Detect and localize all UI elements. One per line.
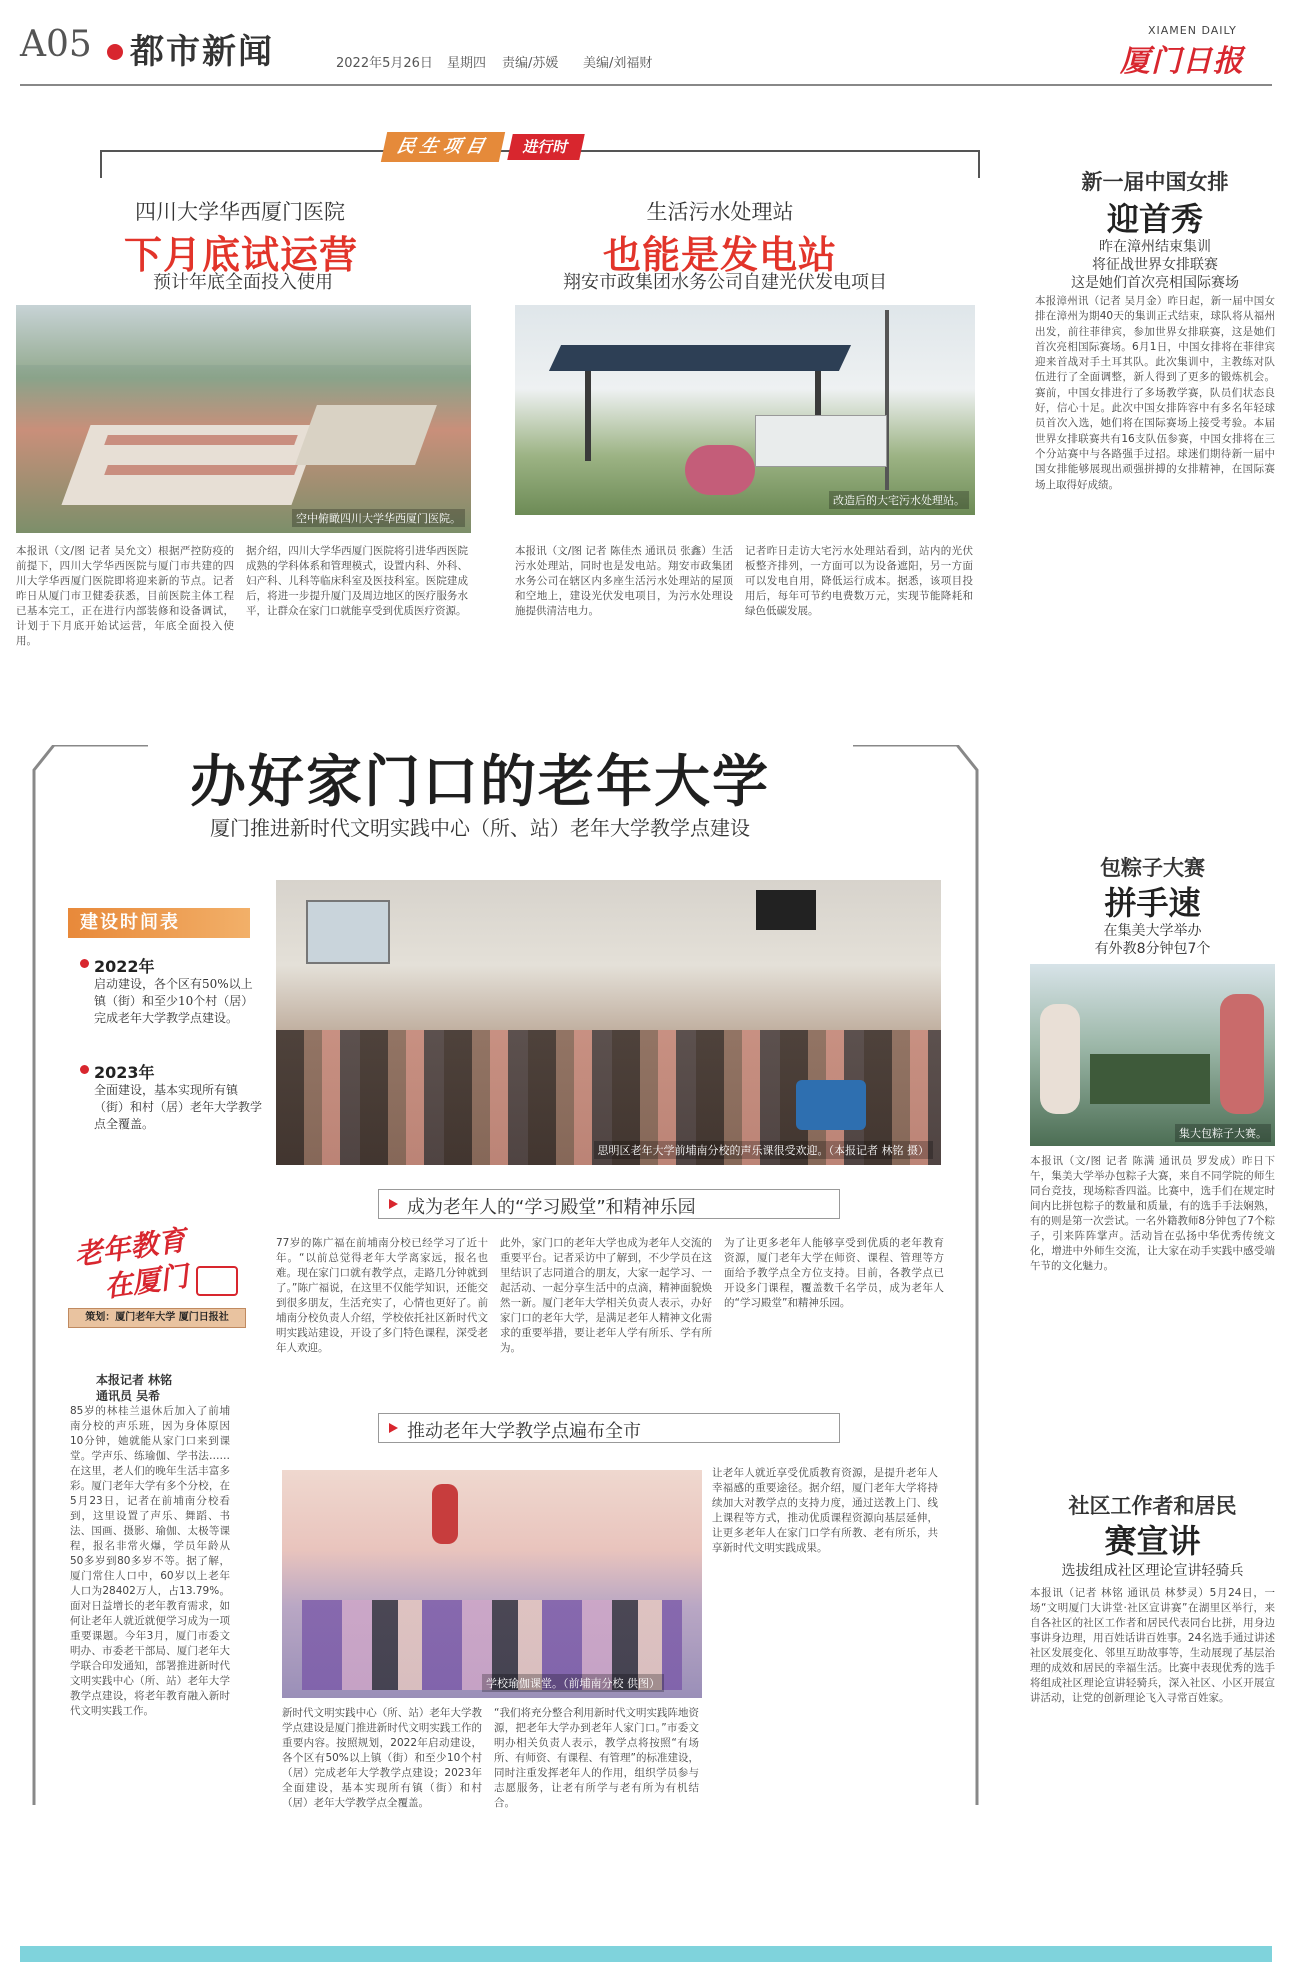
feature-a-column-2: 此外，家门口的老年大学也成为老年人交流的重要平台。记者采访中了解到，不少学员在这里结识了志同道合的朋友，大家一起学习、一起活动、一起分享生活中的点滴，精神面貌焕然一新。厦门老年大学相关负责人表示，办好家门口的老年大学，是满足老年人精神文化需求的重要举措，要让老年人学有所乐、学有所为。 [500,1237,712,1354]
story2-headline: 也能是发电站 [602,232,837,277]
side1-sub2: 将征战世界女排联赛 [1092,257,1218,273]
side2-kicker: 包粽子大赛 [1100,855,1205,880]
side1-headline: 迎首秀 [1106,200,1203,238]
page-number: A05 [20,24,92,65]
subsection-triangle-icon [389,1199,398,1209]
hospital-aerial-photo [16,305,471,533]
column-logo-line2: 在厦门 [102,1259,191,1304]
column-logo [68,1223,248,1346]
story1-column-2: 据介绍，四川大学华西厦门医院将引进华西医院成熟的学科体系和管理模式，设置内科、外科、妇产科、儿科等临床科室及医技科室。医院建成后，将进一步提升厦门及周边地区的医疗服务水平，让群众在家门口就能享受到优质医疗资源。 [246,545,468,617]
feature-b-column-2: “我们将充分整合利用新时代文明实践阵地资源，把老年大学办到老年人家门口。”市委文明办相关负责人表示，教学点将按照“有场所、有师资、有课程、有管理”的标准建设，同时注重发挥老年人的作用，组织学员参与志愿服务，让老有所学与老有所为有机结合。 [494,1707,699,1809]
feature-b-column-1: 新时代文明实践中心（所、站）老年大学教学点建设是厦门推进新时代文明实践工作的重要内容。按照规划，2022年启动建设，各个区有50%以上镇（街）和至少10个村（居）完成老年大学教学点建设；2023年全面建设，基本实现所有镇（街）和村（居）老年大学教学点全覆盖。 [282,1707,482,1809]
feature-a-column-3: 为了让更多老年人能够享受到优质的老年教育资源，厦门老年大学在师资、课程、管理等方面给予教学点全方位支持。目前，各教学点已开设多门课程，覆盖数千名学员，成为老年人的“学习殿堂”和精神乐园。 [724,1237,944,1309]
timeline-year: 2022年 [94,957,155,976]
side2-sub1: 在集美大学举办 [1103,923,1202,939]
subsection-a-title: 成为老年人的“学习殿堂”和精神乐园 [407,1197,696,1218]
subsection-a [378,1189,840,1219]
side1-body: 本报漳州讯（记者 吴月金）昨日起，新一届中国女排在漳州为期40天的集训正式结束，球队将从福州出发，前往菲律宾，参加世界女排联赛，这是她们首次亮相国际赛场。6月1日，中国女排将在菲律宾迎来首战对手土耳其队。此次集训中，主教练对队伍进行了全面调整，新人得到了更多的锻炼机会。赛前，中国女排进行了多场教学赛，队员们状态良好，信心十足。此次中国女排阵容中有多名年轻球员首次入选，她们将在国际赛场上接受考验。本届世界女排联赛共有16支队伍参赛，中国女排将在三个分站赛中与各路强手过招。球迷们期待新一届中国女排能够展现出顽强拼搏的女排精神，在国际赛场上取得好成绩。 [1035,295,1275,491]
story1-kicker: 四川大学华西厦门医院 [135,200,345,224]
story2-photo-caption: 改造后的大宅污水处理站。 [829,491,969,509]
page-header [0,0,1289,90]
subsection-b [378,1413,840,1443]
timeline-box [68,908,268,1148]
feature-byline: 本报记者 林铭 通讯员 吴希 [96,1373,173,1403]
side1-sub3: 这是她们首次亮相国际赛场 [1071,275,1239,291]
feature-a-column-1: 77岁的陈广福在前埔南分校已经学习了近十年。“以前总觉得老年大学离家远，报名也难。现在家门口就有教学点，走路几分钟就到了。”陈广福说，在这里不仅能学知识，还能交到很多朋友，生活充实了，心情也更好了。前埔南分校负责人介绍，学校依托社区新时代文明实践站建设，开设了多门特色课程，深受老年人欢迎。 [276,1237,488,1354]
feature-b-column-3: 让老年人就近享受优质教育资源，是提升老年人幸福感的重要途径。据介绍，厦门老年大学将持续加大对教学点的支持力度，通过送教上门、线上课程等方式，推动优质课程资源向基层延伸，让更多老年人在家门口学有所教、老有所乐，共享新时代文明实践成果。 [712,1467,938,1554]
designer-credit: 美编/刘福财 [583,56,653,71]
side3-body: 本报讯（记者 林铭 通讯员 林梦灵）5月24日，一场“文明厦门大讲堂·社区宣讲赛”在湖里区举行，来自各社区的社区工作者和居民代表同台比拼，用身边事讲身边理，用百姓话讲百姓事。24名选手通过讲述社区发展变化、邻里互助故事等，生动展现了基层治理的成效和居民的幸福生活。比赛中表现优秀的选手将组成社区理论宣讲轻骑兵，深入社区、小区开展宣讲活动，让党的创新理论飞入寻常百姓家。 [1030,1587,1275,1704]
book-icon [196,1266,238,1296]
story1-subhead: 预计年底全面投入使用 [153,272,333,293]
timeline-text: 全面建设，基本实现所有镇（街）和村（居）老年大学教学点全覆盖。 [94,1083,263,1131]
feature-subhead: 厦门推进新时代文明实践中心（所、站）老年大学教学点建设 [210,816,750,840]
story2-column-2: 记者昨日走访大宅污水处理站看到，站内的光伏板整齐排列，一方面可以为设备遮阳，另一方面可以发电自用，降低运行成本。据悉，该项目投用后，每年可节约电费数万元，实现节能降耗和绿色低碳发展。 [745,545,973,617]
banner-tag: 进行时 [507,134,585,160]
story1-headline: 下月底试运营 [123,232,358,277]
section-dot-icon [107,44,123,60]
feature-headline: 办好家门口的老年大学 [190,749,770,815]
subsection-triangle-icon [389,1423,398,1433]
side1-kicker: 新一届中国女排 [1081,169,1229,194]
timeline-bullet-icon [80,959,89,968]
paper-name-en: XIAMEN DAILY [1148,24,1237,37]
side2-headline: 拼手速 [1104,884,1201,922]
yoga-photo-caption: 学校瑜伽课堂。（前埔南分校 供图） [482,1674,664,1692]
column-logo-line1: 老年教育 [72,1223,188,1272]
zongzi-contest-photo [1030,964,1275,1146]
issue-weekday: 星期四 [447,56,487,71]
editor-credit: 责编/苏媛 [502,56,559,71]
side1-sub1: 昨在漳州结束集训 [1099,239,1211,255]
story2-subhead: 翔安市政集团水务公司自建光伏发电项目 [563,272,887,293]
timeline-bullet-icon [80,1065,89,1074]
top-frame-right [978,150,980,178]
timeline-text: 启动建设，各个区有50%以上镇（街）和至少10个村（居）完成老年大学教学点建设。 [94,977,254,1025]
sewage-station-photo [515,305,975,515]
header-rule [20,84,1272,86]
story1-column-1: 本报讯（文/图 记者 吴允文）根据严控防疫的前提下，四川大学华西医院与厦门市共建的四川大学华西厦门医院即将迎来新的节点。记者昨日从厦门市卫健委获悉，目前医院主体工程已基本完工，正在进行内部装修和设备调试，计划于下月底开始试运营，年底全面投入使用。 [16,545,234,647]
story1-photo-caption: 空中俯瞰四川大学华西厦门医院。 [292,509,465,527]
subsection-b-title: 推动老年大学教学点遍布全市 [407,1421,641,1442]
paper-logo: 厦门日报 [1120,44,1244,79]
feature-left-column: 85岁的林桂兰退休后加入了前埔南分校的声乐班，因为身体原因10分钟，她就能从家门口来到课堂。学声乐、练瑜伽、学书法……在这里，老人们的晚年生活丰富多彩。厦门老年大学有多个分校，在5月23日，记者在前埔南分校看到，这里设置了声乐、舞蹈、书法、国画、摄影、瑜伽、太极等课程，报名非常火爆，学员年龄从50多岁到80多岁不等。据了解，厦门常住人口中，60岁以上老年人口为28402万人，占13.79%。面对日益增长的老年教育需求，如何让老年人就近就便学习成为一项重要课题。今年3月，厦门市委文明办、市委老干部局、厦门老年大学联合印发通知，部署推进新时代文明实践中心（所、站）老年大学教学点建设，将老年教育融入新时代文明实践工作。 [70,1405,230,1717]
classroom-photo [276,880,941,1165]
zongzi-photo-caption: 集大包粽子大赛。 [1175,1124,1271,1142]
issue-date: 2022年5月26日 [336,56,433,71]
column-logo-strip: 策划：厦门老年大学 厦门日报社 [68,1308,246,1328]
timeline-title: 建设时间表 [68,908,250,938]
top-frame-left [100,150,102,178]
side2-body: 本报讯（文/图 记者 陈满 通讯员 罗发成）昨日下午，集美大学举办包粽子大赛，来自不同学院的师生同台竞技，现场粽香四溢。比赛中，选手们在规定时间内比拼包粽子的数量和质量，有的选手手法娴熟，有的则是第一次尝试。一名外籍教师8分钟包了7个粽子，引来阵阵掌声。活动旨在弘扬中华优秀传统文化，增进中外师生交流，让大家在动手实践中感受端午节的文化魅力。 [1030,1155,1275,1272]
yoga-class-photo [282,1470,702,1698]
side2-sub2: 有外教8分钟包7个 [1094,941,1211,957]
story2-kicker: 生活污水处理站 [646,200,794,224]
footer-bar [20,1946,1272,1962]
banner-main: 民生项目 [381,132,505,162]
side3-kicker: 社区工作者和居民 [1068,1493,1237,1518]
side3-headline: 赛宣讲 [1104,1522,1201,1560]
timeline-year: 2023年 [94,1063,155,1082]
classroom-photo-caption: 思明区老年大学前埔南分校的声乐课很受欢迎。（本报记者 林铭 摄） [594,1141,934,1159]
side3-sub1: 选拔组成社区理论宣讲轻骑兵 [1061,1563,1244,1579]
section-title: 都市新闻 [130,32,274,72]
story2-column-1: 本报讯（文/图 记者 陈佳杰 通讯员 张鑫）生活污水处理站，同时也是发电站。翔安市政集团水务公司在辖区内多座生活污水处理站的屋顶和空地上，建设光伏发电项目，为污水处理设施提供清洁电力。 [515,545,733,617]
